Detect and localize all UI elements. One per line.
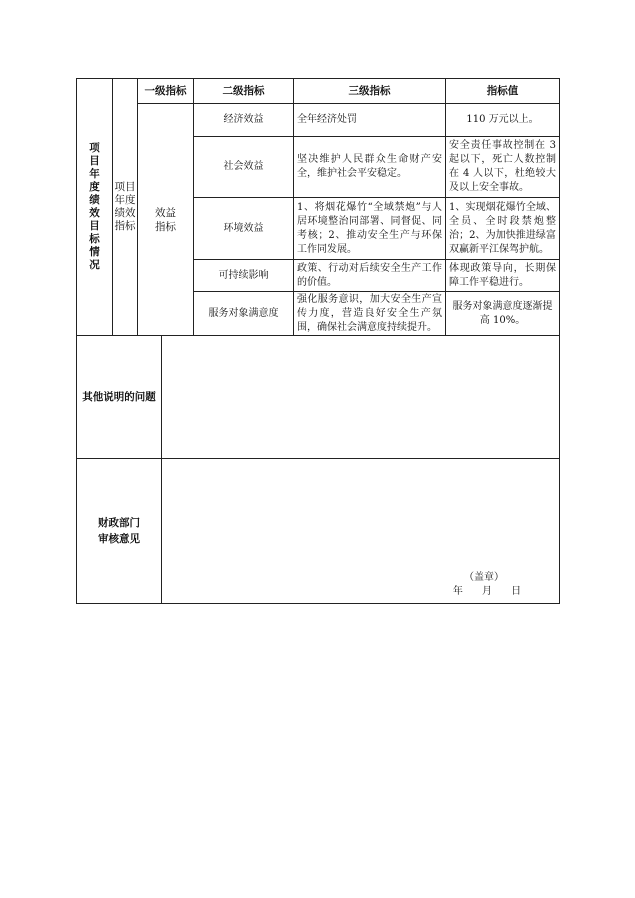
row5-level3: 强化服务意识，加大安全生产宣传力度，营造良好安全生产氛围，确保社会满意度持续提升。 [297,293,442,333]
date-text: 年 月 日 [452,586,522,597]
row1-value: 110 万元以上。 [466,114,539,125]
row2-value: 安全责任事故控制在 3 起以下，死亡人数控制在 4 人以下，杜绝较大及以上安全事故。 [449,140,556,193]
row2-level2: 社会效益 [223,161,264,172]
finance-review-label-line1: 财政部门 [98,517,140,529]
row4-value: 体现政策导向，长期保障工作平稳进行。 [449,262,556,288]
header-level3: 三级指标 [348,85,391,97]
header-value: 指标值 [486,85,519,97]
level1-cell [138,104,193,335]
performance-form-table [76,78,560,604]
other-notes-content[interactable] [162,336,559,458]
row5-value: 服务对象满意度逐渐提高 10%。 [452,300,553,326]
finance-review-label-line2: 审核意见 [98,533,140,545]
row3-value: 1、实现烟花爆竹全域、全员、全时段禁炮整治；2、为加快推进绿富双赢新平江保驾护航。 [449,201,556,255]
row4-level2: 可持续影响 [218,269,269,281]
finance-review-label [77,459,161,603]
level1-value: 效益指标 [155,206,176,233]
row1-level2: 经济效益 [223,114,264,125]
row4-level3: 政策、行动对后续安全生产工作的价值。 [297,262,442,288]
row3-level2: 环境效益 [223,222,264,234]
sub-label: 项目年度绩效指标 [114,181,136,232]
row2-level3: 坚决维护人民群众生命财产安全，维护社会平安稳定。 [297,154,442,179]
row1-level3: 全年经济处罚 [297,114,357,125]
header-level2: 二级指标 [222,85,265,97]
left-label-cell [77,79,112,335]
sub-label-cell [113,79,137,335]
other-notes-label: 其他说明的问题 [82,391,156,403]
row3-level3: 1、将烟花爆竹“全域禁炮”与人居环境整治同部署、同督促、同考核；2、推动安全生产与环保工作同发展。 [297,201,442,255]
seal-text: （盖章） [464,572,504,583]
row5-level2: 服务对象满意度 [208,307,279,319]
header-level1: 一级指标 [144,85,187,97]
left-label: 项目年度绩效目标情况 [89,142,100,271]
finance-review-content[interactable] [162,459,559,603]
